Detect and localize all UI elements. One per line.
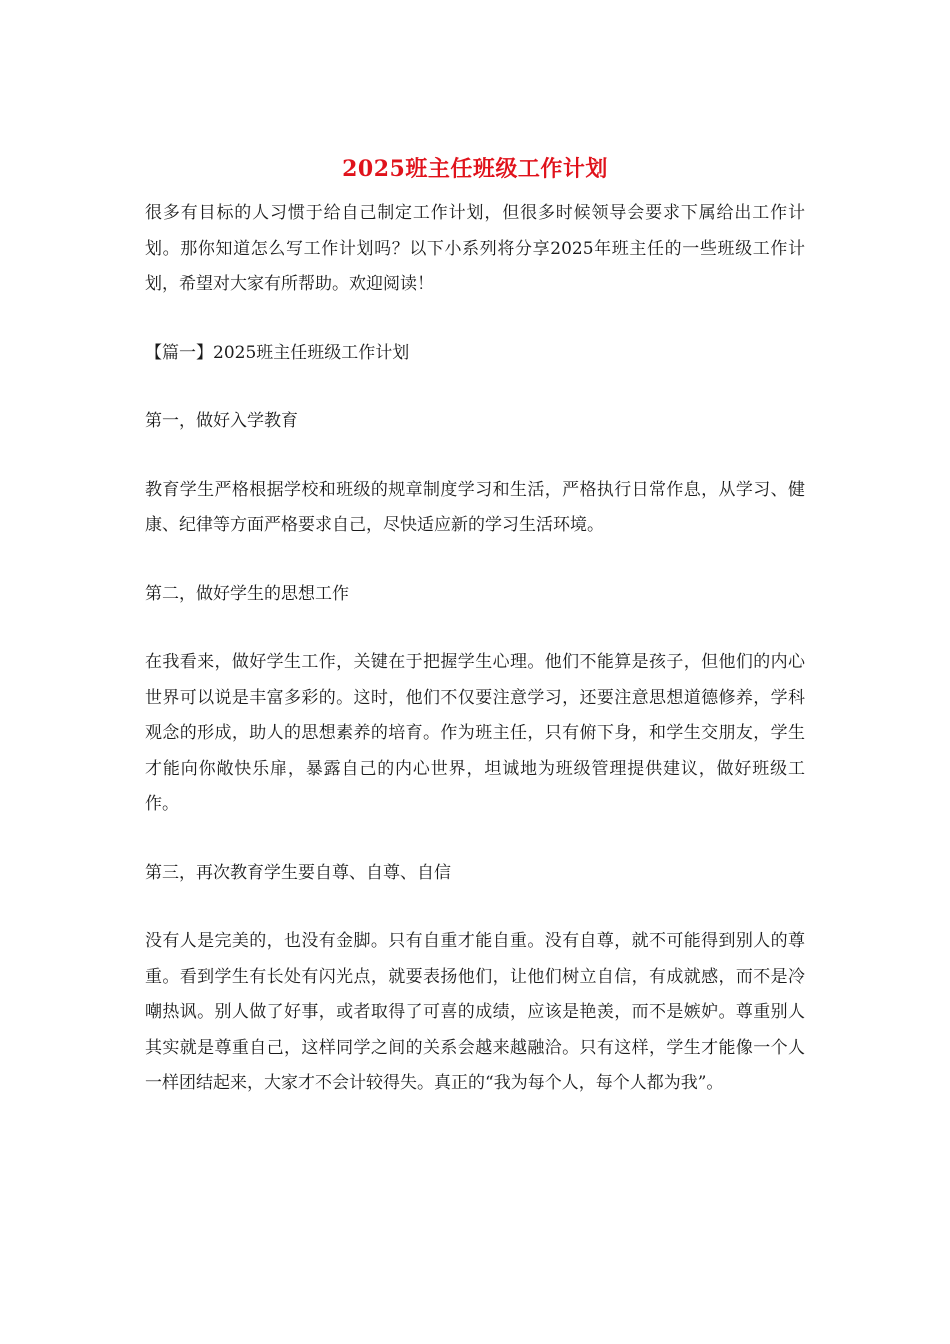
subheading-first: 第一，做好入学教育 [145, 411, 298, 431]
document-body [145, 196, 805, 1102]
body-paragraph: 没有人是完美的，也没有金脚。只有自重才能自重。没有自尊，就不可能得到别人的尊重。看到学生有长处有闪光点，就要表扬他们，让他们树立自信，有成就感，而不是冷嘲热讽。别人做了好事，或者取得了可喜的成绩，应该是艳羡，而不是嫉妒。尊重别人其实就是尊重自己，这样同学之间的关系会越来越融洽。只有这样，学生才能像一个人一样团结起来，大家才不会计较得失。真正的“我为每个人，每个人都为我”。 [145, 931, 805, 1093]
subheading-second: 第二，做好学生的思想工作 [145, 583, 349, 604]
subheading-third: 第三，再次教育学生要自尊、自尊、自信 [145, 862, 451, 883]
body-paragraph: 教育学生严格根据学校和班级的规章制度学习和生活，严格执行日常作息，从学习、健康、纪律等方面严格要求自己，尽快适应新的学习生活环境。 [145, 479, 805, 535]
intro-paragraph: 很多有目标的人习惯于给自己制定工作计划，但很多时候领导会要求下属给出工作计划。那你知道怎么写工作计划吗？以下小系列将分享2025年班主任的一些班级工作计划，希望对大家有所帮助。欢迎阅读！ [145, 203, 805, 294]
document-title: 2025班主任班级工作计划 [342, 156, 608, 182]
body-paragraph: 在我看来，做好学生工作，关键在于把握学生心理。他们不能算是孩子，但他们的内心世界可以说是丰富多彩的。这时，他们不仅要注意学习，还要注意思想道德修养，学科观念的形成，助人的思想素养的培育。作为班主任，只有俯下身，和学生交朋友，学生才能向你敞快乐扉，暴露自己的内心世界，坦诚地为班级管理提供建议，做好班级工作。 [145, 652, 805, 814]
section-heading: 【篇一】2025班主任班级工作计划 [145, 342, 410, 363]
